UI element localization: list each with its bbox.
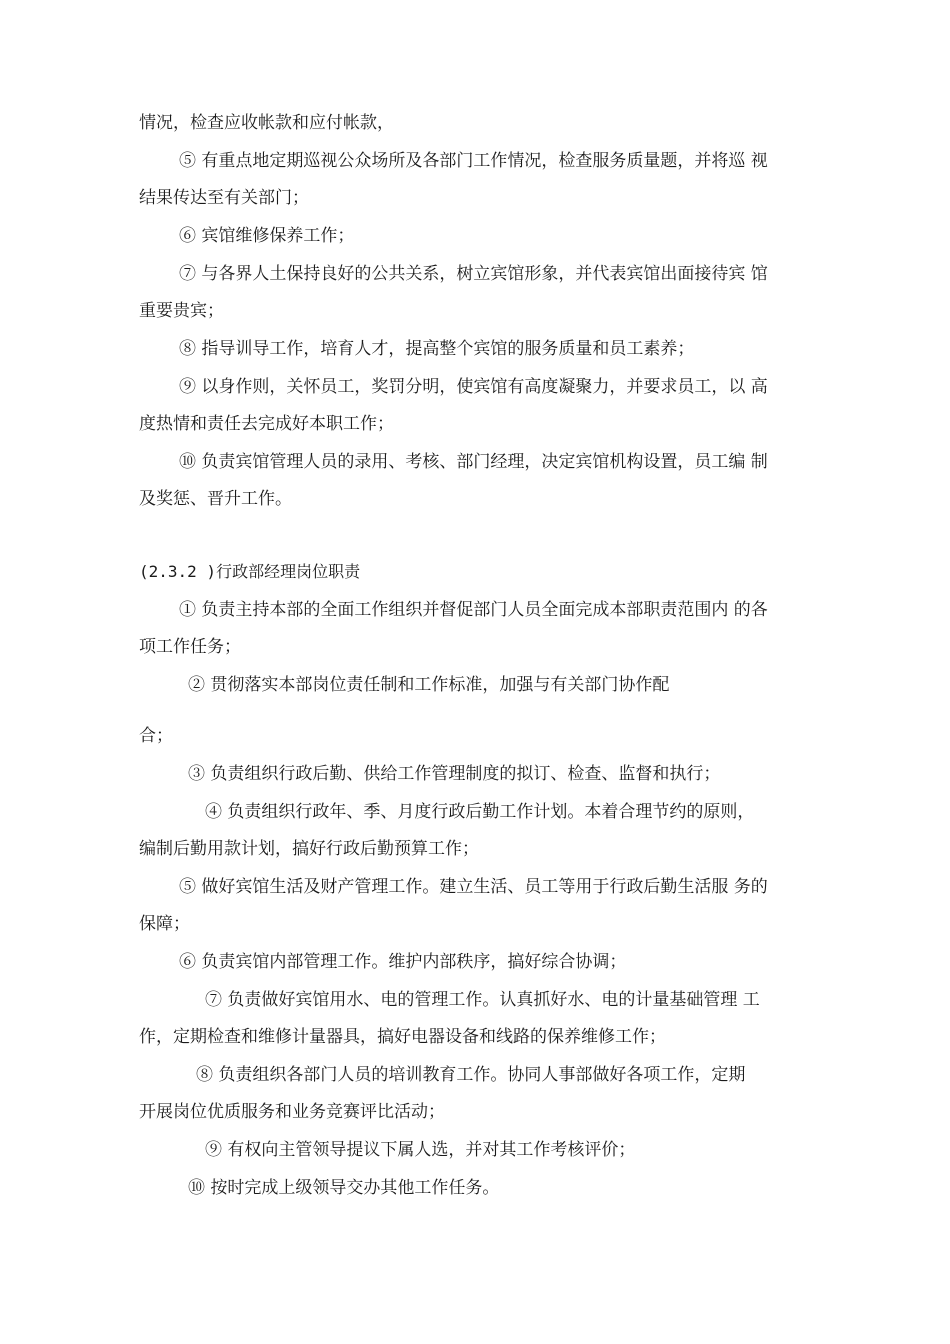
duty-line: 及奖惩、晋升工作。 xyxy=(139,489,292,509)
duty-item-3: ③ 负责组织行政后勤、供给工作管理制度的拟订、检查、监督和执行； xyxy=(188,764,721,784)
duty-item-2: ② 贯彻落实本部岗位责任制和工作标准，加强与有关部门协作配 xyxy=(188,675,670,695)
duty-line: 编制后勤用款计划，搞好行政后勤预算工作； xyxy=(139,839,479,859)
duty-line: 保障； xyxy=(139,914,190,934)
duty-item-6: ⑥ 负责宾馆内部管理工作。维护内部秩序，搞好综合协调； xyxy=(179,952,627,972)
duty-line: 项工作任务； xyxy=(139,637,241,657)
duty-line: 重要贵宾； xyxy=(139,301,224,321)
duty-item-9: ⑨ 有权向主管领导提议下属人选，并对其工作考核评价； xyxy=(205,1140,636,1160)
duty-line: 情况，检查应收帐款和应付帐款， xyxy=(139,113,394,133)
duty-item-9: ⑨ 以身作则，关怀员工，奖罚分明，使宾馆有高度凝聚力，并要求员工，以 高 xyxy=(179,377,768,397)
section-heading: (2.3.2 )行政部经理岗位职责 xyxy=(139,562,361,581)
duty-item-7: ⑦ 与各界人土保持良好的公共关系，树立宾馆形象，并代表宾馆出面接待宾 馆 xyxy=(179,264,768,284)
duty-line: 开展岗位优质服务和业务竞赛评比活动； xyxy=(139,1102,445,1122)
duty-line: 合； xyxy=(139,726,173,746)
duty-line: 度热情和责任去完成好本职工作； xyxy=(139,414,394,434)
duty-item-8: ⑧ 指导训导工作，培育人才，提高整个宾馆的服务质量和员工素养； xyxy=(179,339,695,359)
duty-item-4: ④ 负责组织行政年、季、月度行政后勤工作计划。本着合理节约的原则， xyxy=(205,802,755,822)
duty-item-6: ⑥ 宾馆维修保养工作； xyxy=(179,226,355,246)
duty-item-1: ① 负责主持本部的全面工作组织并督促部门人员全面完成本部职责范围内 的各 xyxy=(179,600,768,620)
duty-item-10: ⑩ 负责宾馆管理人员的录用、考核、部门经理，决定宾馆机构设置，员工编 制 xyxy=(179,452,768,472)
duty-item-5: ⑤ 有重点地定期巡视公众场所及各部门工作情况，检查服务质量题，并将巡 视 xyxy=(179,151,768,171)
duty-item-8: ⑧ 负责组织各部门人员的培训教育工作。协同人事部做好各项工作，定期 xyxy=(196,1065,746,1085)
duty-line: 结果传达至有关部门； xyxy=(139,188,309,208)
duty-item-10: ⑩ 按时完成上级领导交办其他工作任务。 xyxy=(188,1178,500,1198)
duty-item-5: ⑤ 做好宾馆生活及财产管理工作。建立生活、员工等用于行政后勤生活服 务的 xyxy=(179,877,768,897)
duty-item-7: ⑦ 负责做好宾馆用水、电的管理工作。认真抓好水、电的计量基础管理 工 xyxy=(205,990,760,1010)
duty-line: 作，定期检查和维修计量器具，搞好电器设备和线路的保养维修工作； xyxy=(139,1027,666,1047)
